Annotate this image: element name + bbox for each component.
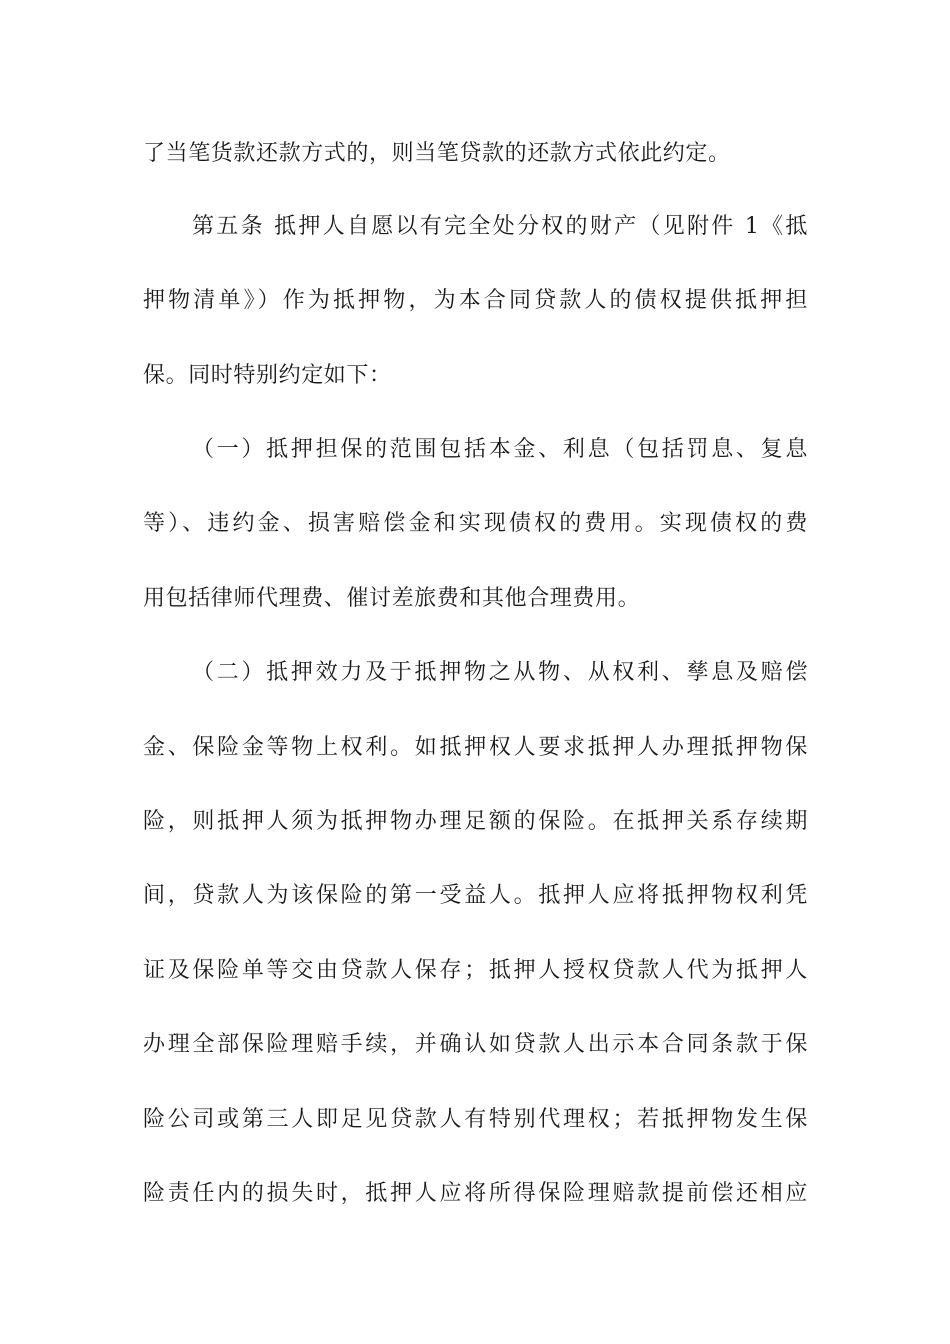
clause-2-line: （二）抵押效力及于抵押物之从物、从权利、孳息及赔偿 xyxy=(192,660,808,685)
text-line-6: 等）、违约金、损害赔偿金和实现债权的费用。实现债权的费 xyxy=(143,511,808,536)
text-line-4: 保。同时特别约定如下： xyxy=(143,363,392,388)
text-line-13: 办理全部保险理赔手续，并确认如贷款人出示本合同条款于保 xyxy=(143,1032,808,1057)
text-line-10: 险，则抵押人须为抵押物办理足额的保险。在抵押关系存续期 xyxy=(143,809,808,834)
text-line-12: 证及保险单等交由贷款人保存；抵押人授权贷款人代为抵押人 xyxy=(143,958,808,983)
text-line-7: 用包括律师代理费、催讨差旅费和其他合理费用。 xyxy=(143,586,641,611)
text-line-14: 险公司或第三人即足见贷款人有特别代理权；若抵押物发生保 xyxy=(143,1107,808,1132)
text-line-9: 金、保险金等物上权利。如抵押权人要求抵押人办理抵押物保 xyxy=(143,735,808,760)
text-line-11: 间，贷款人为该保险的第一受益人。抵押人应将抵押物权利凭 xyxy=(143,883,808,908)
text-line-15: 险责任内的损失时，抵押人应将所得保险理赔款提前偿还相应 xyxy=(143,1181,808,1206)
text-line-3: 押物清单》）作为抵押物，为本合同贷款人的债权提供抵押担 xyxy=(143,288,808,313)
text-line-1: 了当笔货款还款方式的，则当笔贷款的还款方式依此约定。 xyxy=(143,141,731,166)
clause-1-line: （一）抵押担保的范围包括本金、利息（包括罚息、复息 xyxy=(192,437,808,462)
article-5-heading-line: 第五条 抵押人自愿以有完全处分权的财产（见附件 1《抵 xyxy=(192,214,808,239)
